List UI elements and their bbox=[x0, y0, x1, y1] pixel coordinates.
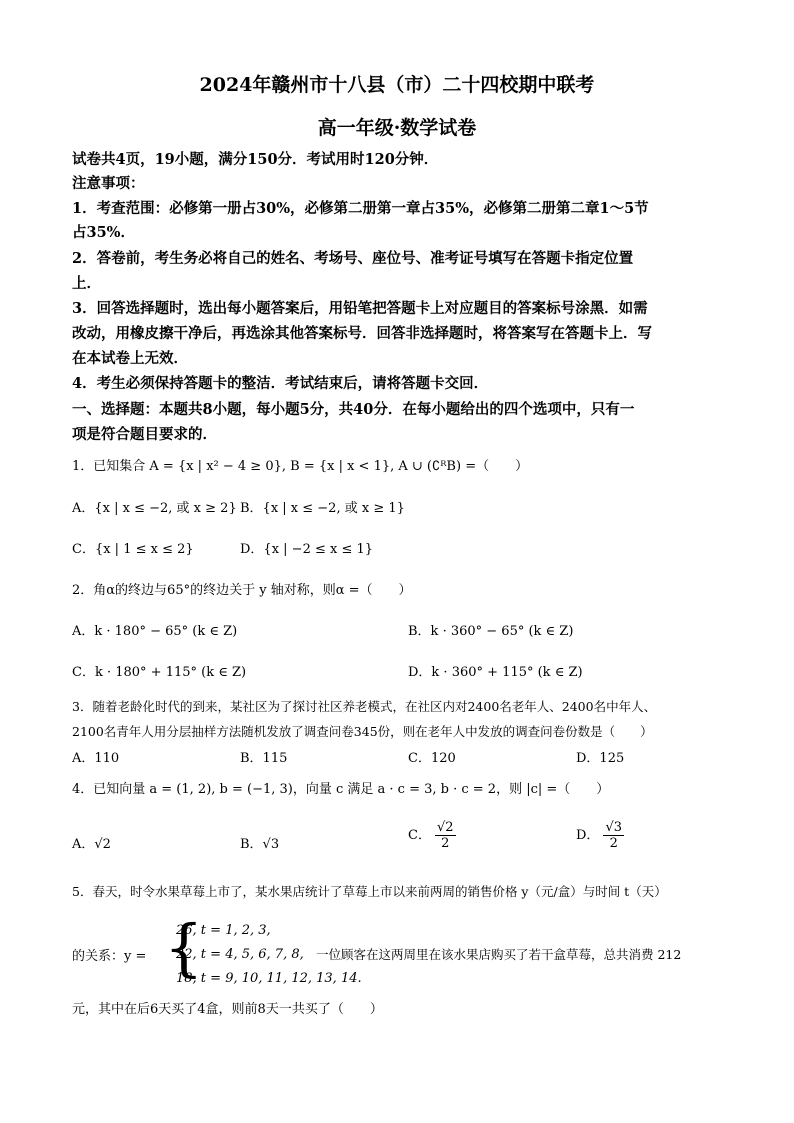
question-4-option-b: B．√3 bbox=[240, 837, 280, 852]
notice-1-line-1: 1．考查范围：必修第一册占30%，必修第二册第一章占35%，必修第二册第二章1～5节 bbox=[72, 200, 649, 217]
question-3-option-c: C．120 bbox=[408, 751, 456, 766]
question-5-stem-line-3: 元，其中在后6天买了4盒，则前8天一共买了（ ） bbox=[72, 1002, 383, 1017]
question-4-option-c-label: C． bbox=[408, 828, 431, 843]
question-4-option-c-numerator: √2 bbox=[436, 820, 454, 835]
question-5-piecewise bbox=[164, 911, 362, 987]
question-1-option-b: B．{x | x ≤ −2, 或 x ≥ 1} bbox=[240, 501, 405, 516]
question-4-option-d-denominator: 2 bbox=[609, 836, 618, 851]
notice-3-line-1: 3．回答选择题时，选出每小题答案后，用铅笔把答题卡上对应题目的答案标号涂黑．如需 bbox=[72, 300, 648, 317]
question-5-case-1: 26, t = 1, 2, 3, bbox=[176, 923, 271, 938]
notice-2-line-2: 上． bbox=[72, 275, 101, 292]
left-brace-icon: { bbox=[164, 911, 204, 984]
notice-2-line-1: 2．答卷前，考生务必将自己的姓名、考场号、座位号、准考证号填写在答题卡指定位置 bbox=[72, 250, 634, 267]
exam-subtitle: 高一年级·数学试卷 bbox=[317, 117, 477, 139]
notice-1-line-2: 占35%． bbox=[72, 224, 135, 241]
question-4-option-a: A．√2 bbox=[72, 837, 111, 852]
question-5-stem-line-1: 5．春天，时令水果草莓上市了，某水果店统计了草莓上市以来前两周的销售价格 y（元/盒）与时间 t（天） bbox=[72, 884, 667, 899]
question-5-case-3: 18, t = 9, 10, 11, 12, 13, 14. bbox=[176, 971, 362, 986]
question-2-option-c: C．k · 180° + 115° (k ∈ Z) bbox=[72, 665, 247, 680]
question-1-stem: 1．已知集合 A = {x | x² − 4 ≥ 0}, B = {x | x < 1}, A ∪ (∁ᴿB) =（ ） bbox=[72, 459, 529, 474]
question-4-option-c-denominator: 2 bbox=[441, 836, 450, 851]
exam-title: 2024年赣州市十八县（市）二十四校期中联考 bbox=[199, 74, 595, 96]
exam-info: 试卷共4页，19小题，满分150分．考试用时120分钟． bbox=[72, 151, 439, 168]
question-1-option-c: C．{x | 1 ≤ x ≤ 2} bbox=[72, 542, 194, 557]
question-3-option-a: A．110 bbox=[72, 751, 120, 766]
question-2-stem: 2．角α的终边与65°的终边关于 y 轴对称，则α =（ ） bbox=[72, 583, 412, 598]
question-1-option-d: D．{x | −2 ≤ x ≤ 1} bbox=[240, 542, 374, 557]
question-2-option-d: D．k · 360° + 115° (k ∈ Z) bbox=[408, 665, 583, 680]
question-4-option-d-numerator: √3 bbox=[605, 820, 622, 835]
question-4-option-d-fraction bbox=[603, 820, 624, 851]
question-5-stem-line-2: 一位顾客在这两周里在该水果店购买了若干盒草莓，总共消费 212 bbox=[316, 947, 682, 962]
question-3-option-b: B．115 bbox=[240, 751, 288, 766]
section-1-heading-line-1: 一、选择题：本题共8小题，每小题5分，共40分．在每小题给出的四个选项中，只有一 bbox=[72, 401, 635, 418]
question-4-option-d-label: D． bbox=[576, 828, 600, 843]
question-4-option-c bbox=[408, 820, 456, 851]
question-2-option-b: B．k · 360° − 65° (k ∈ Z) bbox=[408, 624, 574, 639]
question-4-stem: 4．已知向量 a = (1, 2), b = (−1, 3)，向量 c 满足 a · c = 3, b · c = 2，则 |c| =（ ） bbox=[72, 782, 610, 797]
section-1-heading-line-2: 项是符合题目要求的． bbox=[72, 426, 217, 443]
question-5-relation-label: 的关系：y = bbox=[72, 949, 147, 964]
notice-heading: 注意事项： bbox=[72, 175, 145, 192]
question-4-option-c-fraction bbox=[435, 820, 456, 851]
notice-4: 4．考生必须保持答题卡的整洁．考试结束后，请将答题卡交回． bbox=[72, 375, 489, 392]
question-3-stem-line-1: 3．随着老龄化时代的到来，某社区为了探讨社区养老模式，在社区内对2400名老年人、2400名中年人、 bbox=[72, 699, 657, 714]
question-3-stem-line-2: 2100名青年人用分层抽样方法随机发放了调查问卷345份，则在老年人中发放的调查问卷份数是（ ） bbox=[72, 724, 653, 739]
question-1-option-a: A．{x | x ≤ −2, 或 x ≥ 2} bbox=[72, 501, 237, 516]
question-3-option-d: D．125 bbox=[576, 751, 625, 766]
notice-3-line-3: 在本试卷上无效． bbox=[72, 350, 188, 367]
question-4-option-d bbox=[576, 820, 624, 851]
question-5-case-2: 22, t = 4, 5, 6, 7, 8, bbox=[176, 947, 304, 962]
notice-3-line-2: 改动，用橡皮擦干净后，再选涂其他答案标号．回答非选择题时，将答案写在答题卡上．写 bbox=[72, 325, 652, 342]
question-2-option-a: A．k · 180° − 65° (k ∈ Z) bbox=[72, 624, 238, 639]
